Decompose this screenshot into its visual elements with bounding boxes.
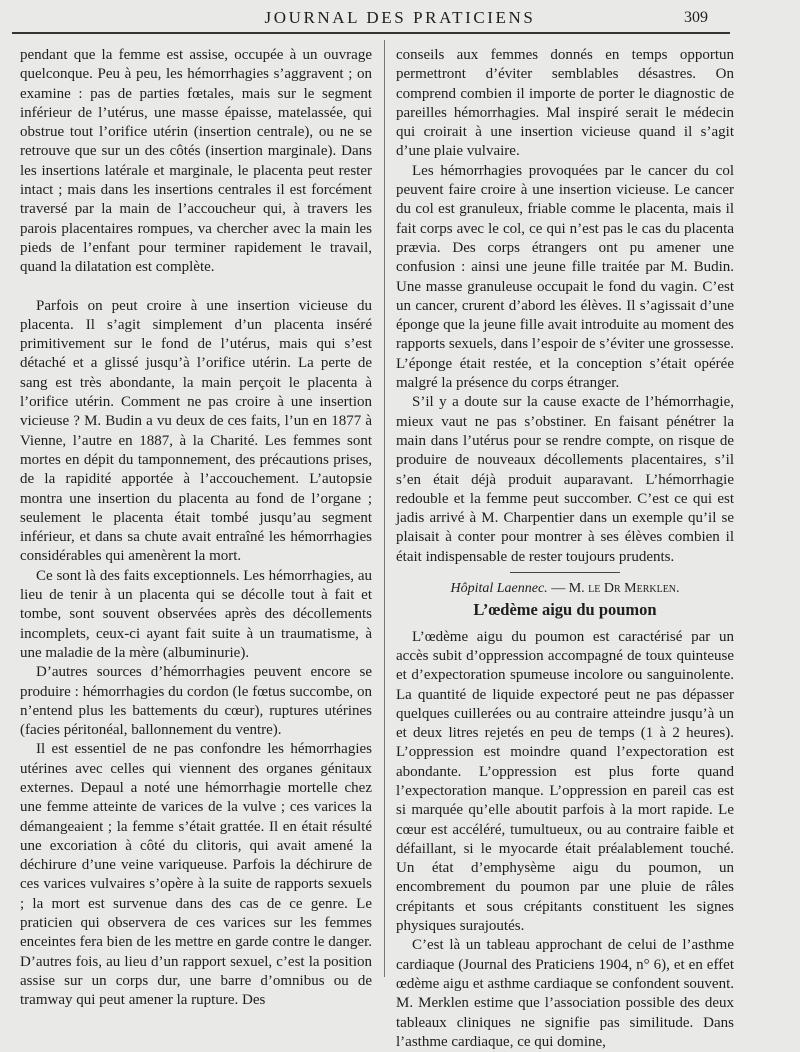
- left-column: [20, 46, 372, 1011]
- journal-title: JOURNAL DES PRATICIENS: [264, 8, 536, 27]
- paragraph: C’est là un tableau approchant de celui de l’asthme cardiaque (Journal des Praticiens 1904, n° 6), et en effet œdème aigu et asthme cardiaque se confondent souvent. M. Merklen estime que l’association possible des deux tableaux cliniques ne signifie pas similitude. Dans l’asthme cardiaque, ce qui domine,: [396, 937, 734, 1050]
- section-rule: [510, 572, 620, 573]
- byline-author: — M. le Dr Merklen.: [551, 581, 680, 597]
- page-number: 309: [684, 9, 708, 26]
- header-rule: [12, 32, 730, 34]
- paragraph: D’autres sources d’hémorrhagies peuvent encore se produire : hémorrhagies du cordon (le fœtus succombe, on n’entend plus les battements du cœur), ruptures utérines (facies péritonéal, ballonnement du ventre).: [20, 664, 372, 739]
- paragraph: Il est essentiel de ne pas confondre les hémorrhagies utérines avec celles qui viennent des organes génitaux externes. Depaul a noté une hémorrhagie mortelle chez une femme atteinte de varices de la vulve ; ces varices la démangeaient ; la femme s’était grattée. Il en était résulté une excoriation à côté du clitoris, qui avait amené la déchirure d’une veine variqueuse. Parfois la déchirure de ces varices vulvaires s’opère à la suite de rapports sexuels ; la mort est survenue dans des cas de ce genre. Le praticien qui observera de ces varices sur les femmes enceintes fera bien de les mettre en garde contre le danger. D’autres fois, au lieu d’un rapport sexuel, c’est la position assise sur un corps dur, une barre d’omnibus ou de tramway qui peut amener la rupture. Des: [20, 741, 372, 1009]
- paragraph: pendant que la femme est assise, occupée à un ouvrage quelconque. Peu à peu, les hémorrhagies s’aggravent ; on examine : pas de parties fœtales, mais sur le segment inférieur de l’utérus, une masse épaisse, matelassée, qui obstrue tout l’orifice utérin (insertion centrale), ou ne se retrouve que sur un des côtés (insertion marginale). Dans les insertions latérale et marginale, le placenta peut rester intact ; mais dans les insertions centrales il est forcément traversé par la main de l’accoucheur qui, à travers les parois placentaires rompues, va chercher avec la main les pieds de l’enfant pour terminer rapidement le travail, quand la dilatation est complète.: [20, 47, 372, 276]
- running-head: [0, 8, 800, 32]
- paragraph: S’il y a doute sur la cause exacte de l’hémorrhagie, mieux vaut ne pas s’obstiner. En faisant pénétrer la main dans l’utérus pour se rendre compte, on risque de produire de nouveaux décollements placentaires, s’il s’en était déjà produit auparavant. L’hémorrhagie redouble et la femme peut succomber. C’est ce qui est jadis arrivé à M. Charpentier dans un exemple qu’il se plaisait à conter pour montrer à ses élèves combien il était indispensable de rester toujours prudents.: [396, 394, 734, 565]
- article-title: L’œdème aigu du poumon: [473, 600, 657, 620]
- right-column: [396, 46, 734, 1052]
- paragraph: Les hémorrhagies provoquées par le cancer du col peuvent faire croire à une insertion vicieuse. Le cancer du col est granuleux, friable comme le placenta, mais il fait corps avec le col, ce qui n’est pas le cas du placenta prævia. Des corps étrangers ont pu amener une confusion : ainsi une jeune fille traitée par M. Budin. Une masse granuleuse occupait le fond du vagin. C’est un cancer, crurent d’abord les élèves. Il s’agissait d’une éponge que la jeune fille avait introduite au moment des rapports sexuels, dans l’espoir de s’éviter une grossesse. L’éponge était restée, et la conception s’était opérée malgré la présence du corps étranger.: [396, 162, 734, 392]
- paragraph: conseils aux femmes donnés en temps opportun permettront d’éviter semblables désastres. On comprend combien il importe de porter le diagnostic de pareilles hémorrhagies. Mal inspiré serait le médecin qui croirait à une insertion vicieuse quand il s’agit d’une plaie vulvaire.: [396, 47, 734, 160]
- paragraph: Parfois on peut croire à une insertion vicieuse du placenta. Il s’agit simplement d’un placenta inséré primitivement sur le fond de l’utérus, mais qui s’est détaché et a glissé jusqu’à l’orifice utérin. La perte de sang est très abondante, la main perçoit le placenta à l’orifice utérin. Comment ne pas croire à une insertion vicieuse ? M. Budin a vu deux de ces faits, l’un en 1877 à Vienne, l’autre en 1887, à la Charité. Les femmes sont mortes en dépit du tamponnement, des précautions prises, de la rapidité apportée à l’accouchement. L’autopsie montra une insertion du placenta au fond de l’organe ; seulement le placenta était tombé jusqu’au segment inférieur, et dans sa chute avait entraîné les hémorrhagies considérables qui amenèrent la mort.: [20, 297, 372, 565]
- paragraph: L’œdème aigu du poumon est caractérisé par un accès subit d’oppression accompagné de toux quinteuse et d’expectoration spumeuse incolore ou sanguinolente. La quantité de liquide expectoré peut ne pas dépasser quelques cuillerées ou au contraire atteindre jusqu’à un et deux litres rejetés en peu de temps (1 à 2 heures). L’oppression est moindre quand l’expectoration est abondante. L’oppression est plus forte quand l’expectoration manque. L’oppression en pareil cas est si marquée qu’elle aboutit parfois à la mort rapide. Le cœur est accéléré, tumultueux, ou au contraire faible et défaillant, si le myocarde était préalablement touché. Un état d’emphysème aigu du poumon, un encombrement du poumon par une pluie de râles crépitants et sous crépitants constituent les signes physiques surajoutés.: [396, 628, 734, 935]
- byline-hospital: Hôpital Laennec.: [450, 581, 548, 597]
- paragraph: Ce sont là des faits exceptionnels. Les hémorrhagies, au lieu de tenir à un placenta qui se décolle tout à fait et tombe, sont souvent observées après des décollements incomplets, ceux-ci ayant fait suite à un traumatisme, à une maladie de la mère (albuminurie).: [20, 567, 372, 661]
- article-byline: [396, 579, 734, 598]
- column-divider: [384, 40, 385, 977]
